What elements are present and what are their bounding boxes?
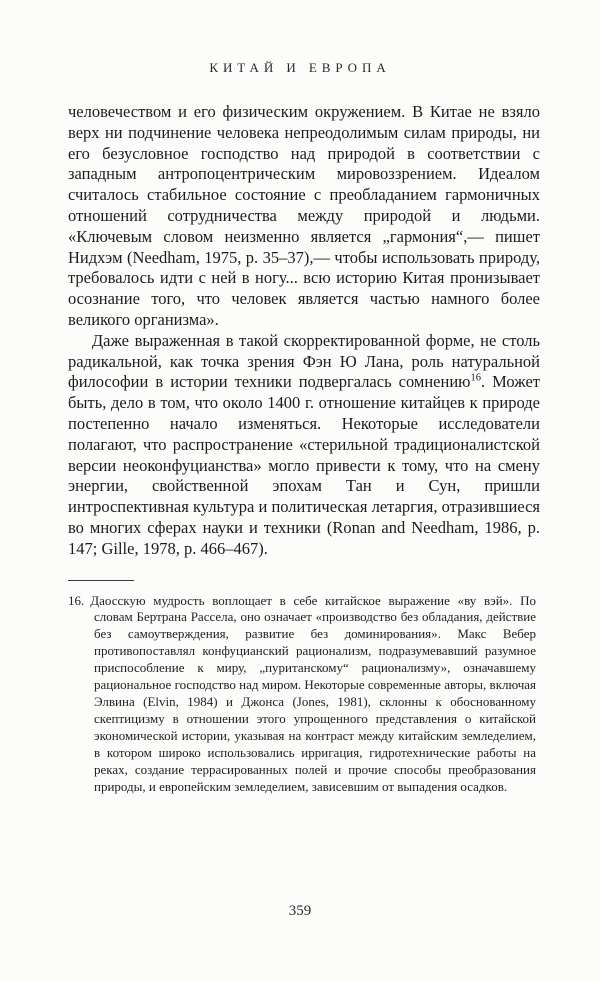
- paragraph-2-text-continued: . Может быть, дело в том, что около 1400 г. отношение китайцев к природе постепенно начало изменяться. Некоторые исследователи полагают, что распространение «стерильной традиционалистской версии неоконфуцианства» могло привести к тому, что на смену энергии, свойственной эпохам Тан и Сун, пришли интроспективная культура и политическая летаргия, отразившиеся во многих сферах науки и техники (Ronan and Needham, 1986, p. 147; Gille, 1978, p. 466–467).: [68, 372, 540, 558]
- footnote-marker: 16.: [68, 592, 85, 608]
- body-paragraph-2: [68, 331, 540, 560]
- body-paragraph-1: человечеством и его физическим окружением. В Китае не взяло верх ни подчинение человека непреодолимым силам природы, ни его безусловное господство над природой в соответствии с западным антропоцентрическим мировоззрением. Идеалом считалось стабильное состояние с преобладанием гармоничных отношений сотрудничества между природой и людьми. «Ключевым словом неизменно является „гармония“,— пишет Нидхэм (Needham, 1975, p. 35–37),— чтобы использовать природу, требовалось идти с ней в ногу... всю историю Китая пронизывает осознание того, что человек является частью намного более великого организма».: [68, 102, 540, 329]
- footnote-16: [68, 593, 536, 796]
- main-text-block: [68, 102, 540, 560]
- footnote-reference: 16: [470, 372, 481, 384]
- footnote-text: Даосскую мудрость воплощает в себе китайское выражение «ву вэй». По словам Бертрана Рассела, оно означает «производство без обладания, действие без самоутверждения, развитие без доминирования». Макс Вебер противопоставлял конфуцианский рационализм, подразумевавший разумное приспособление к миру, „пуританскому“ рационализму», означавшему рациональное господство над миром. Некоторые современные авторы, включая Элвина (Elvin, 1984) и Джонса (Jones, 1981), склонны к обоснованному скептицизму в отношении этого упрощенного представления о китайской экономической истории, указывая на контраст между китайским земледелием, в котором широко использовались ирригация, гидротехнические работы на реках, создание террасированных полей и прочие способы преобразования природы, и европейским земледелием, зависевшим от выпадения осадков.: [90, 592, 536, 794]
- page-number: 359: [288, 903, 312, 919]
- paragraph-2-text: Даже выраженная в такой скорректированной форме, не столь радикальной, как точка зрения Фэн Ю Лана, роль натуральной философии в истории техники подвергалась сомнению: [68, 330, 540, 392]
- running-head: КИТАЙ И ЕВРОПА: [209, 60, 391, 75]
- footnote-block: [68, 593, 536, 796]
- footnote-divider: [68, 580, 134, 581]
